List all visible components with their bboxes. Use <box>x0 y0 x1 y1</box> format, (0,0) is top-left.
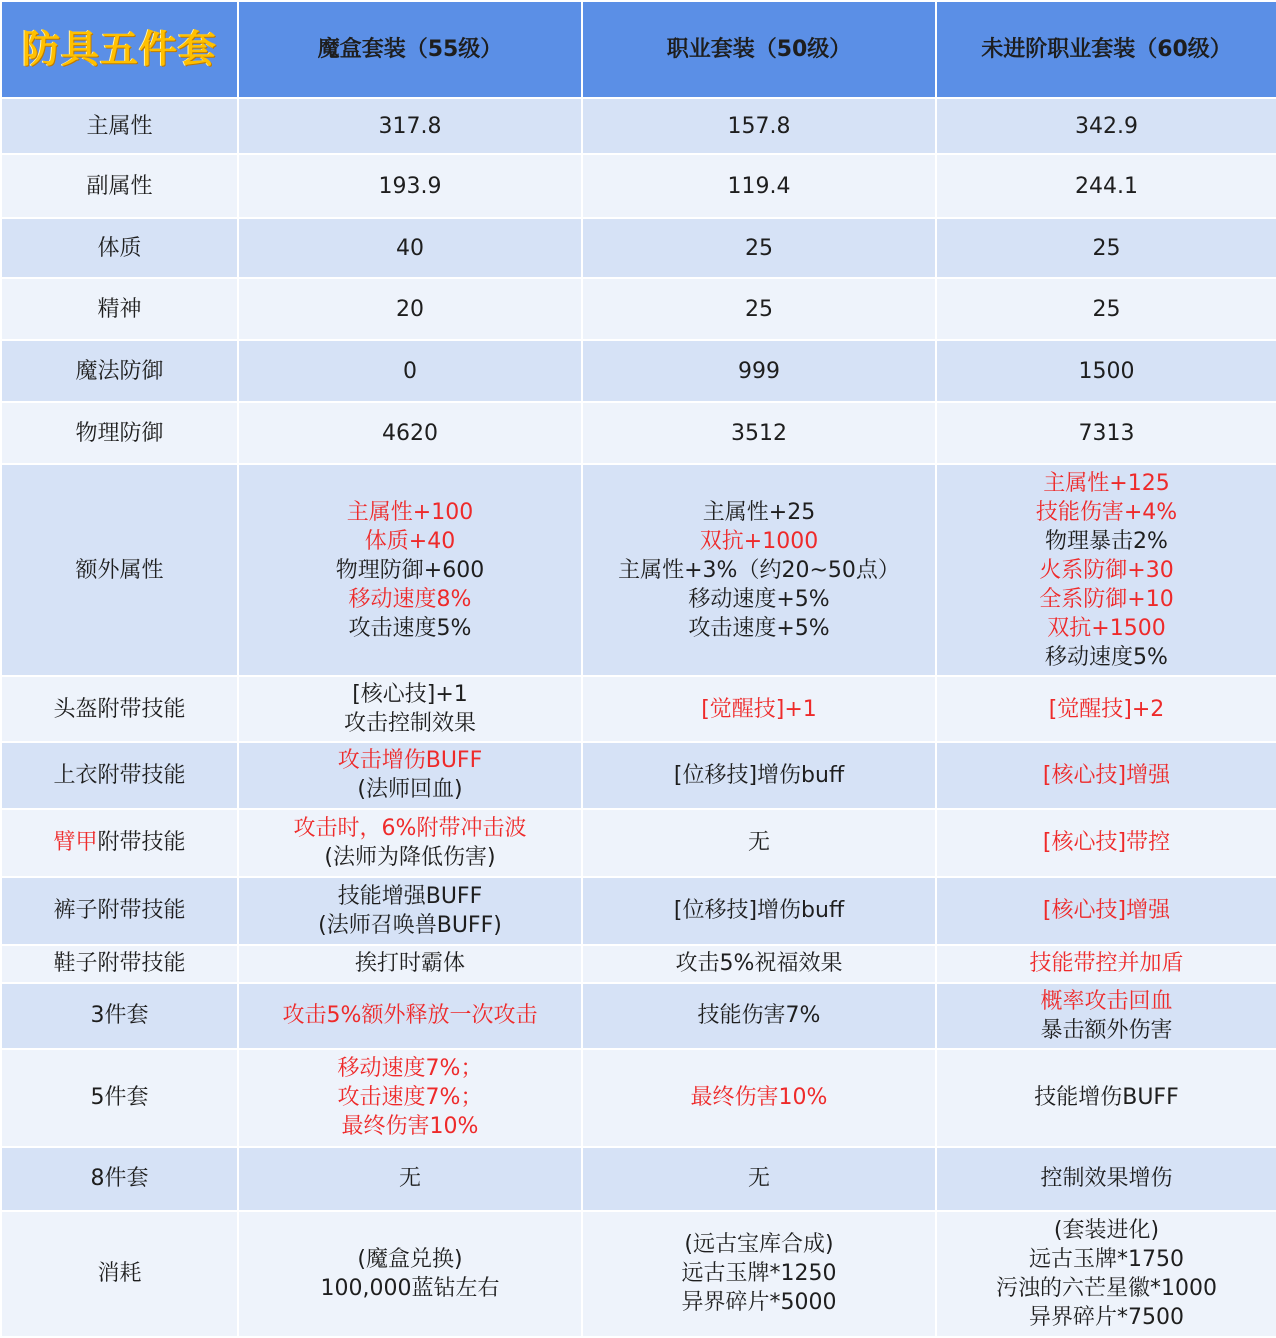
table-row <box>1 1147 1276 1211</box>
row-label: 3件套 <box>1 983 238 1049</box>
table-body <box>1 98 1276 1337</box>
cell-text: 1500 <box>1078 358 1135 384</box>
cell-text: (法师回血) <box>357 777 463 803</box>
row-label: 魔法防御 <box>1 340 238 402</box>
table-cell <box>238 877 582 945</box>
cell-text: 40 <box>396 235 424 261</box>
table-cell <box>936 983 1276 1049</box>
row-label <box>1 809 238 877</box>
cell-text: 攻击速度+5% <box>688 615 830 641</box>
highlight-text: [核心技]增强 <box>1042 762 1171 788</box>
cell-text: 移动速度+5% <box>688 586 830 612</box>
cell-text: 物理防御+600 <box>335 557 485 583</box>
table-cell <box>238 98 582 154</box>
table-cell <box>936 154 1276 218</box>
highlight-text: 双抗+1000 <box>699 528 819 554</box>
cell-text: 控制效果增伤 <box>1040 1166 1173 1192</box>
table-cell <box>582 877 936 945</box>
cell-text: (法师召唤兽BUFF) <box>318 912 502 938</box>
table-row <box>1 983 1276 1049</box>
row-label: 副属性 <box>1 154 238 218</box>
table-cell <box>936 945 1276 983</box>
table-row <box>1 464 1276 676</box>
cell-text: 157.8 <box>727 113 791 139</box>
table-cell <box>238 278 582 340</box>
highlight-text: 技能带控并加盾 <box>1029 951 1184 977</box>
table-cell <box>936 464 1276 676</box>
cell-text: 0 <box>403 358 417 384</box>
cell-text: 挨打时霸体 <box>354 951 465 977</box>
highlight-text: 体质+40 <box>364 528 456 554</box>
highlight-text: 最终伤害10% <box>690 1085 828 1111</box>
table-cell <box>936 98 1276 154</box>
cell-text: 20 <box>396 296 424 322</box>
row-label: 上衣附带技能 <box>1 742 238 808</box>
table-cell <box>238 218 582 278</box>
table-cell <box>238 676 582 742</box>
table-cell <box>238 742 582 808</box>
row-label: 头盔附带技能 <box>1 676 238 742</box>
cell-text: (法师为降低伤害) <box>324 844 496 870</box>
cell-text: 移动速度5% <box>1045 644 1168 670</box>
table-cell <box>238 983 582 1049</box>
table-cell <box>936 402 1276 464</box>
table-cell <box>936 809 1276 877</box>
highlight-text: 攻击增伤BUFF <box>337 748 483 774</box>
cell-text: 攻击速度5% <box>348 615 472 641</box>
cell-text: 100,000蓝钻左右 <box>320 1275 500 1301</box>
highlight-text: 技能伤害+4% <box>1035 499 1178 525</box>
cell-text: 主属性+25 <box>702 499 816 525</box>
table-cell <box>936 742 1276 808</box>
row-label: 体质 <box>1 218 238 278</box>
cell-text: 193.9 <box>378 173 442 199</box>
cell-text: 无 <box>747 1166 770 1192</box>
table-row <box>1 676 1276 742</box>
cell-text: [位移技]增伤buff <box>673 898 845 924</box>
cell-text: 3512 <box>731 420 787 446</box>
row-label: 8件套 <box>1 1147 238 1211</box>
table-cell <box>582 278 936 340</box>
table-cell <box>582 809 936 877</box>
table-cell <box>582 1049 936 1147</box>
highlight-text: [核心技]带控 <box>1042 830 1171 856</box>
highlight-text: [觉醒技]+2 <box>1048 696 1165 722</box>
cell-text: 远古玉牌*1250 <box>681 1261 837 1287</box>
highlight-text: 攻击5%额外释放一次攻击 <box>282 1003 538 1029</box>
highlight-text: 主属性+100 <box>346 499 474 525</box>
table-row <box>1 98 1276 154</box>
cell-text: 25 <box>745 296 773 322</box>
table-row <box>1 218 1276 278</box>
highlight-text: 双抗+1500 <box>1047 615 1166 641</box>
row-label: 额外属性 <box>1 464 238 676</box>
table-cell <box>936 278 1276 340</box>
table-cell <box>582 340 936 402</box>
table-cell <box>936 218 1276 278</box>
cell-text: 异界碎片*5000 <box>681 1290 837 1316</box>
highlight-text: [核心技]增强 <box>1042 898 1171 924</box>
cell-text: 4620 <box>382 420 438 446</box>
cell-text: 技能增强BUFF <box>337 883 483 909</box>
cell-text: (套装进化) <box>1053 1217 1160 1243</box>
cell-text: 999 <box>738 358 780 384</box>
table-cell <box>238 402 582 464</box>
table-cell <box>238 945 582 983</box>
table-cell <box>582 402 936 464</box>
table-cell <box>238 1211 582 1337</box>
table-cell <box>238 809 582 877</box>
table-cell <box>936 340 1276 402</box>
table-cell <box>582 676 936 742</box>
cell-text: 317.8 <box>378 113 442 139</box>
table-cell <box>238 464 582 676</box>
cell-text: 异界碎片*7500 <box>1029 1304 1184 1330</box>
row-label-rest: 附带技能 <box>97 830 186 856</box>
column-header-unadvanced-class-set: 未进阶职业套装（60级） <box>936 1 1276 98</box>
cell-text: 技能增伤BUFF <box>1034 1085 1179 1111</box>
row-label: 鞋子附带技能 <box>1 945 238 983</box>
table-cell <box>582 98 936 154</box>
table-cell <box>582 218 936 278</box>
table-row <box>1 340 1276 402</box>
cell-text: 无 <box>747 830 770 856</box>
cell-text: 342.9 <box>1075 113 1138 139</box>
table-cell <box>238 1147 582 1211</box>
table-cell <box>936 1211 1276 1337</box>
table-cell <box>582 154 936 218</box>
cell-text: 7313 <box>1078 420 1135 446</box>
table-row <box>1 1049 1276 1147</box>
cell-text: (魔盒兑换) <box>357 1246 463 1272</box>
column-header-class-set: 职业套装（50级） <box>582 1 936 98</box>
table-cell <box>936 877 1276 945</box>
highlight-text: [觉醒技]+1 <box>701 696 817 722</box>
cell-text: [位移技]增伤buff <box>673 762 845 788</box>
row-label: 物理防御 <box>1 402 238 464</box>
table-row <box>1 742 1276 808</box>
cell-text: 攻击控制效果 <box>343 711 476 737</box>
highlight-text: 移动速度8% <box>348 586 472 612</box>
table-cell <box>582 742 936 808</box>
cell-text: 25 <box>1092 235 1121 261</box>
table-cell <box>936 1049 1276 1147</box>
table-cell <box>936 1147 1276 1211</box>
row-label: 精神 <box>1 278 238 340</box>
cell-text: 物理暴击2% <box>1045 528 1168 554</box>
row-label: 消耗 <box>1 1211 238 1337</box>
table-row <box>1 877 1276 945</box>
table-cell <box>238 340 582 402</box>
highlight-text: 攻击速度7%； <box>337 1085 483 1111</box>
cell-text: 无 <box>398 1166 421 1192</box>
table-row <box>1 809 1276 877</box>
cell-text: 攻击5%祝福效果 <box>675 951 843 977</box>
cell-text: 25 <box>1092 296 1121 322</box>
highlight-text: 火系防御+30 <box>1039 557 1174 583</box>
cell-text: 244.1 <box>1075 173 1138 199</box>
row-label: 裤子附带技能 <box>1 877 238 945</box>
table-cell <box>936 676 1276 742</box>
row-label: 主属性 <box>1 98 238 154</box>
cell-text: 暴击额外伤害 <box>1040 1017 1173 1043</box>
row-label: 5件套 <box>1 1049 238 1147</box>
table-cell <box>238 1049 582 1147</box>
header-row <box>1 1 1276 98</box>
highlight-text: 主属性+125 <box>1043 470 1170 496</box>
table-cell <box>582 464 936 676</box>
highlight-text: 移动速度7%； <box>337 1056 483 1082</box>
cell-text: 远古玉牌*1750 <box>1029 1246 1184 1272</box>
highlight-text: 概率攻击回血 <box>1040 988 1173 1014</box>
table-row <box>1 154 1276 218</box>
table-row <box>1 1211 1276 1337</box>
table-cell <box>582 983 936 1049</box>
cell-text: [核心技]+1 <box>352 682 468 708</box>
highlight-text: 攻击时，6%附带冲击波 <box>293 815 527 841</box>
highlight-text: 最终伤害10% <box>341 1114 479 1140</box>
table-row <box>1 402 1276 464</box>
table-cell <box>582 1211 936 1337</box>
table-cell <box>238 154 582 218</box>
table-cell <box>582 945 936 983</box>
table-cell <box>582 1147 936 1211</box>
cell-text: (远古宝库合成) <box>684 1232 834 1258</box>
cell-text: 119.4 <box>727 173 791 199</box>
table-row <box>1 945 1276 983</box>
cell-text: 主属性+3%（约20~50点） <box>618 557 900 583</box>
table-row <box>1 278 1276 340</box>
cell-text: 污浊的六芒星徽*1000 <box>996 1275 1217 1301</box>
cell-text: 技能伤害7% <box>697 1003 821 1029</box>
column-header-mohe-set: 魔盒套装（55级） <box>238 1 582 98</box>
highlight-text: 全系防御+10 <box>1039 586 1174 612</box>
row-label-highlight: 臂甲 <box>53 830 98 856</box>
table-title: 防具五件套 <box>1 1 238 98</box>
cell-text: 25 <box>745 235 773 261</box>
